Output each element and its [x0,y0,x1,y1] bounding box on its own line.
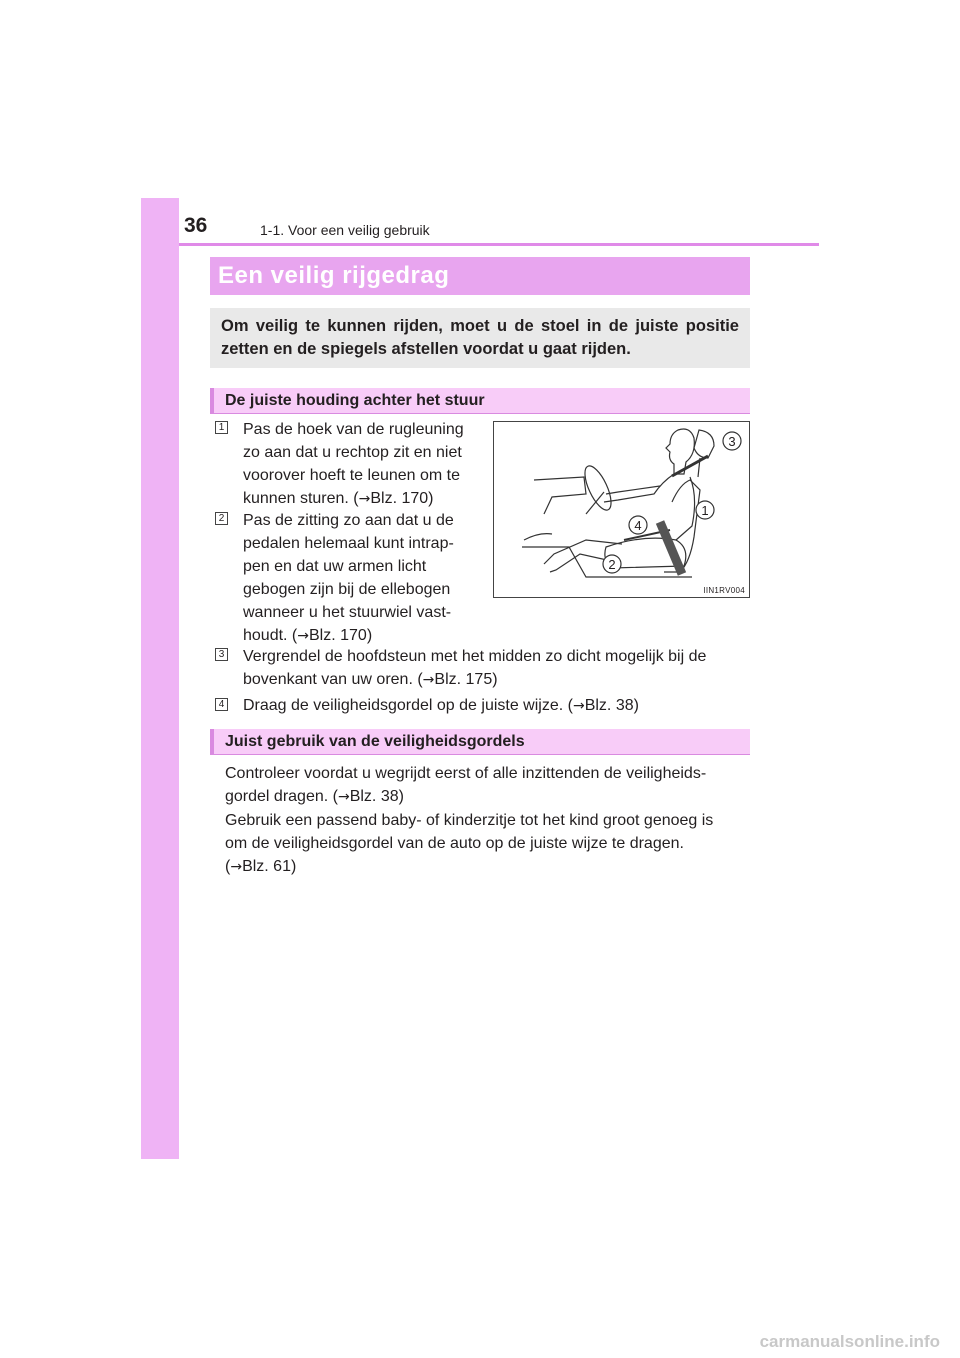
breadcrumb: 1-1. Voor een veilig gebruik [260,222,430,238]
figure-callout: 2 [608,557,616,572]
item-text: Draag de veiligheidsgordel op de juiste wijze. (→Blz. 38) [243,697,639,714]
belts-heading: Juist gebruik van de veiligheidsgordels [225,733,525,750]
arrow-right-icon: → [230,859,243,875]
page-number: 36 [184,214,208,237]
arrow-right-icon: → [297,628,309,644]
section-title-bar [210,257,750,295]
item-number-badge: 4 [215,698,228,711]
arrow-right-icon: → [337,789,350,805]
item-text: Pas de zitting zo aan dat u de pedalen helemaal kunt intrap- pen en dat uw armen licht gebogen zijn bij de ellebogen wanneer u het stuurwiel vast- houdt. (→Blz. 170) [243,512,454,644]
figure-code: IIN1RV004 [703,586,745,595]
arrow-right-icon: → [358,491,371,507]
posture-heading-bar [210,388,750,414]
section-title: Een veilig rijgedrag [218,262,450,289]
driver-seat-illustration-icon [494,422,749,597]
item-number-badge: 3 [215,648,228,661]
figure-callout: 1 [701,503,709,518]
watermark: carmanualsonline.info [759,1332,940,1351]
intro-text: Om veilig te kunnen rijden, moet u de stoel in de juiste positie zetten en de spiegels afstellen voordat u gaat rijden. [221,317,739,358]
belts-heading-bar [210,729,750,755]
seating-posture-figure [493,421,750,598]
arrow-right-icon: → [422,672,435,688]
posture-heading: De juiste houding achter het stuur [225,392,485,409]
header-divider [179,243,819,246]
item-number-badge: 2 [215,512,228,525]
figure-callout: 3 [728,434,736,449]
belts-paragraph: Controleer voordat u wegrijdt eerst of alle inzittenden de veiligheids- gordel dragen. (→Blz. 38) Gebruik een passend baby- of kinderzitje tot het kind groot genoeg is om de veiligheidsgordel van de auto op de juiste wijze te dragen. (→Blz. 61) [225,765,714,875]
item-text: Vergrendel de hoofdsteun met het midden zo dicht mogelijk bij de bovenkant van uw oren. (→Blz. 175) [243,648,707,688]
side-tab-strip [141,198,179,1159]
item-number-badge: 1 [215,421,228,434]
figure-callout: 4 [634,518,642,533]
intro-box [210,308,750,368]
arrow-right-icon: → [572,698,585,714]
item-text: Pas de hoek van de rugleuning zo aan dat u rechtop zit en niet voorover hoeft te leunen om te kunnen sturen. (→Blz. 170) [243,421,464,507]
